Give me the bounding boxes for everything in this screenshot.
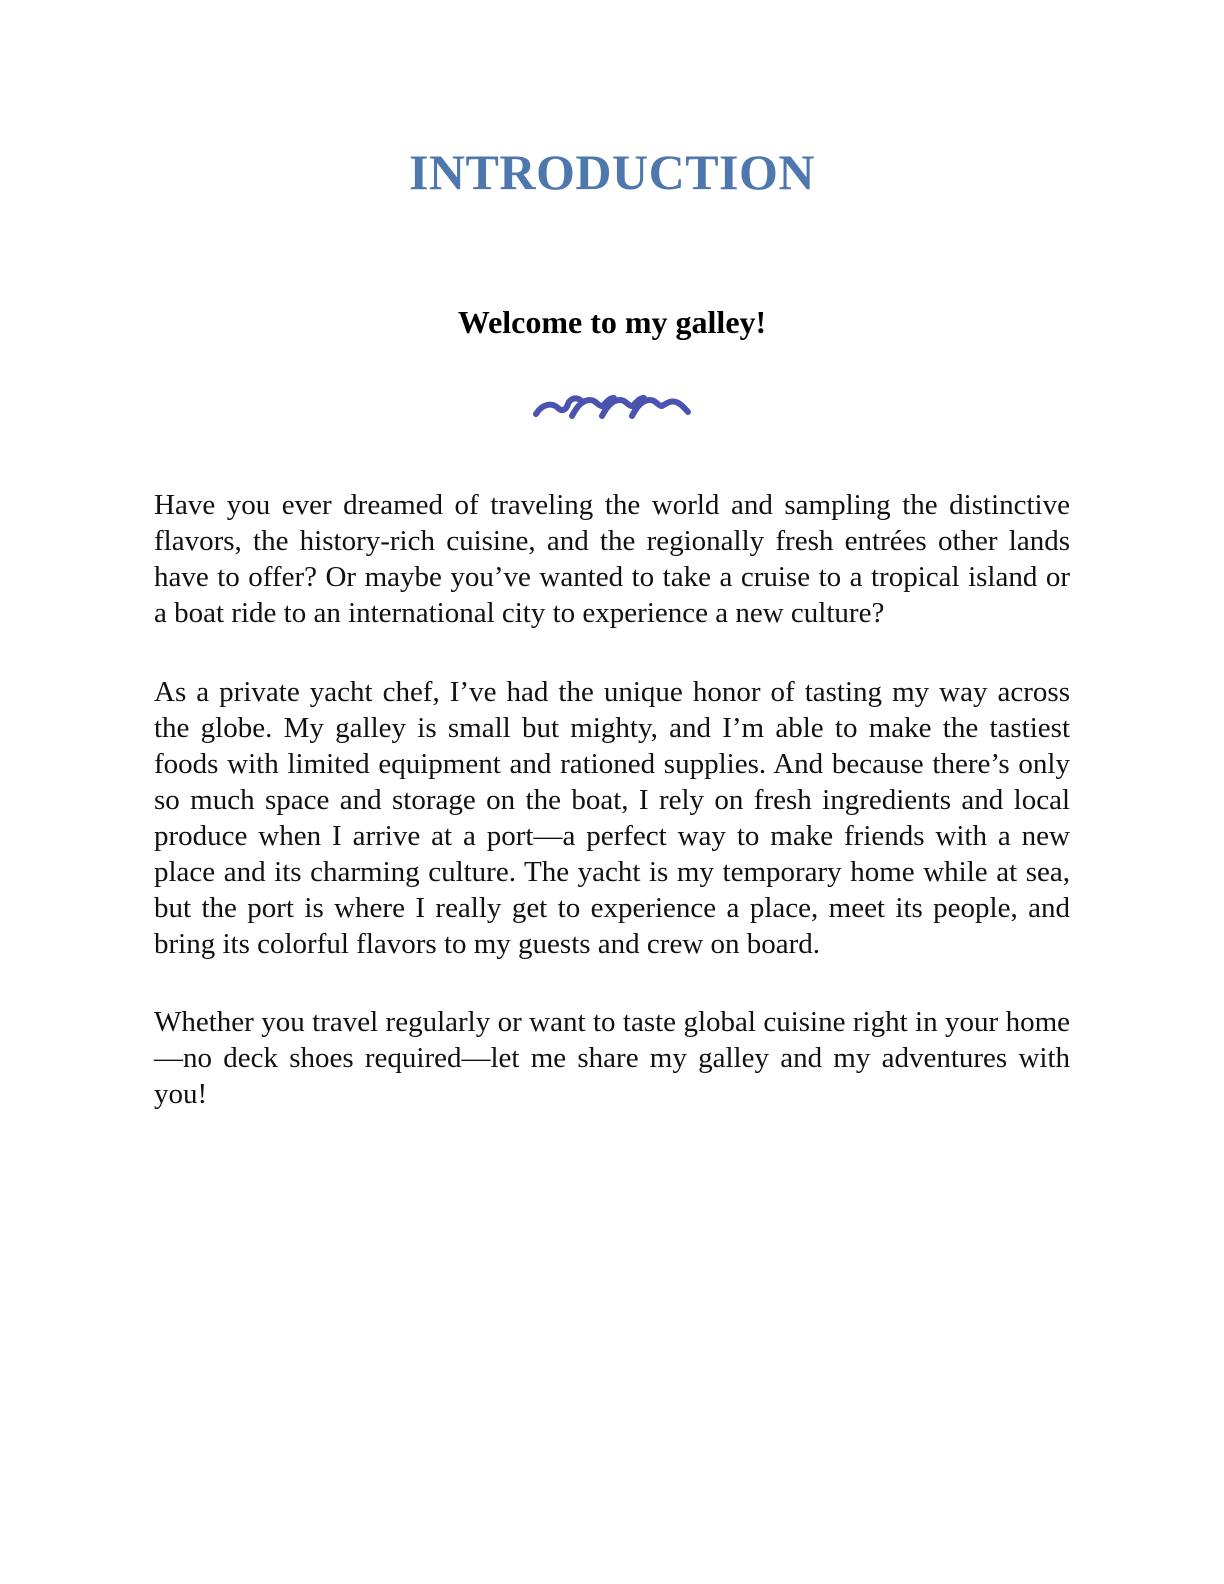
- page-title: INTRODUCTION: [408, 144, 816, 200]
- paragraph: As a private yacht chef, I’ve had the unique honor of tasting my way across the globe. My galley is small but mighty, and I’m able to make the tastiest foods with limited equipment and rationed supplies. And because there’s only so much space and storage on the boat, I rely on fresh ingredients and local produce when I arrive at a port—a perfect way to make friends with a new place and its charming culture. The yacht is my temporary home while at sea, but the port is where I really get to experience a place, meet its people, and bring its colorful flavors to my guests and crew on board.: [154, 676, 1070, 960]
- page-subtitle: Welcome to my galley!: [457, 304, 767, 340]
- wave-ornament-icon: [532, 388, 692, 424]
- paragraph: Have you ever dreamed of traveling the world and sampling the distinctive flavors, the history-rich cuisine, and the regionally fresh entrées other lands have to offer? Or maybe you’ve wanted to take a cruise to a tropical island or a boat ride to an international city to experience a new culture?: [154, 489, 1070, 629]
- paragraph: Whether you travel regularly or want to taste global cuisine right in your home—no deck shoes required—let me share my galley and my adventures with you!: [154, 1006, 1070, 1110]
